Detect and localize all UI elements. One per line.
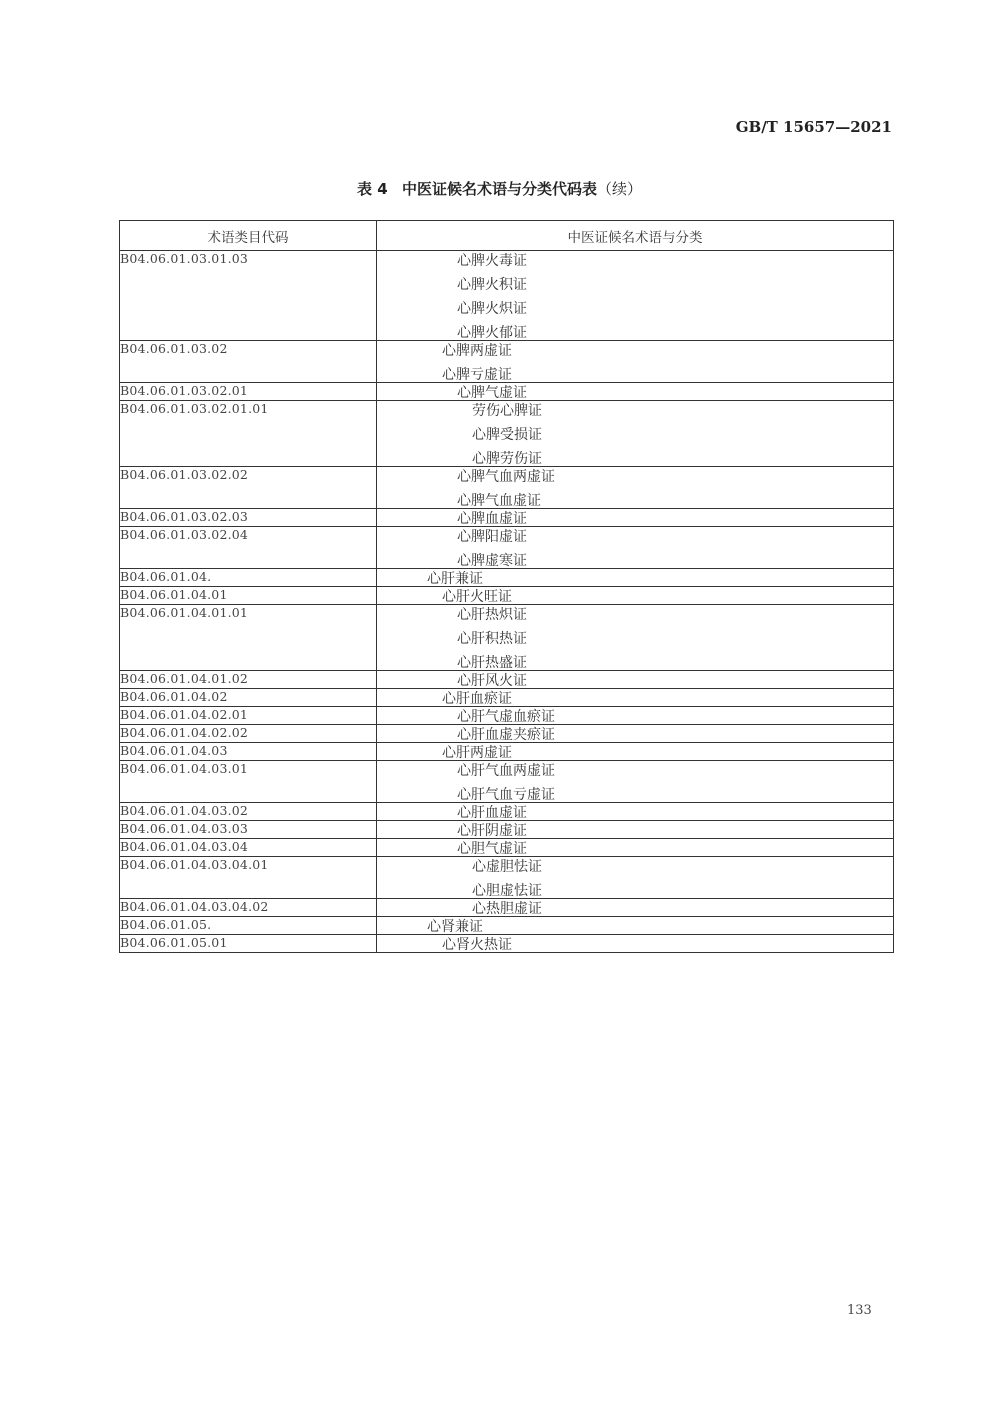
code-cell: B04.06.01.04.03.01 <box>120 761 377 803</box>
term-text: 心脾火郁证 <box>457 325 527 341</box>
table-row <box>120 671 894 689</box>
term-text: 心脾火积证 <box>457 277 527 293</box>
terms-cell <box>377 707 894 725</box>
term-text: 心肝热盛证 <box>457 655 527 671</box>
code-table <box>119 220 894 953</box>
table-row <box>120 251 894 341</box>
table-row <box>120 935 894 953</box>
table-caption <box>0 178 999 199</box>
terms-cell <box>377 917 894 935</box>
table-caption-title: 中医证候名术语与分类代码表 <box>401 180 597 198</box>
term-text: 心胆气虚证 <box>457 841 527 857</box>
column-header-terms: 中医证候名术语与分类 <box>377 221 894 251</box>
code-cell: B04.06.01.03.01.03 <box>120 251 377 341</box>
term-text: 劳伤心脾证 <box>472 403 542 419</box>
term-text: 心肝血瘀证 <box>442 691 512 707</box>
code-cell: B04.06.01.03.02 <box>120 341 377 383</box>
term-text: 心肝气血两虚证 <box>457 763 555 779</box>
term-text: 心脾气血两虚证 <box>457 469 555 485</box>
table-row <box>120 803 894 821</box>
term-text: 心肾火热证 <box>442 937 512 953</box>
terms-cell <box>377 383 894 401</box>
term-text: 心肝火旺证 <box>442 589 512 605</box>
page-number: 133 <box>847 1303 872 1318</box>
code-cell: B04.06.01.03.02.01 <box>120 383 377 401</box>
terms-cell <box>377 401 894 467</box>
code-cell: B04.06.01.04.02 <box>120 689 377 707</box>
standard-number: GB/T 15657—2021 <box>735 118 892 136</box>
table-row <box>120 527 894 569</box>
term-text: 心肝气血亏虚证 <box>457 787 555 803</box>
code-cell: B04.06.01.04.01 <box>120 587 377 605</box>
code-cell: B04.06.01.04.03.04 <box>120 839 377 857</box>
table-header-row <box>120 221 894 251</box>
table-row <box>120 401 894 467</box>
code-cell: B04.06.01.04.03.04.02 <box>120 899 377 917</box>
code-cell: B04.06.01.03.02.01.01 <box>120 401 377 467</box>
term-text: 心肝积热证 <box>457 631 527 647</box>
table-row <box>120 509 894 527</box>
terms-cell <box>377 761 894 803</box>
term-text: 心胆虚怯证 <box>472 883 542 899</box>
terms-cell <box>377 935 894 953</box>
terms-cell <box>377 743 894 761</box>
table-row <box>120 917 894 935</box>
table-row <box>120 899 894 917</box>
term-text: 心肾兼证 <box>427 919 483 935</box>
term-text: 心脾亏虚证 <box>442 367 512 383</box>
code-cell: B04.06.01.04.01.01 <box>120 605 377 671</box>
term-text: 心肝血虚夹瘀证 <box>457 727 555 743</box>
code-cell: B04.06.01.05.01 <box>120 935 377 953</box>
term-text: 心肝兼证 <box>427 571 483 587</box>
terms-cell <box>377 803 894 821</box>
term-text: 心肝风火证 <box>457 673 527 689</box>
term-text: 心脾两虚证 <box>442 343 512 359</box>
terms-cell <box>377 509 894 527</box>
code-cell: B04.06.01.03.02.03 <box>120 509 377 527</box>
terms-cell <box>377 857 894 899</box>
term-text: 心肝热炽证 <box>457 607 527 623</box>
term-text: 心脾劳伤证 <box>472 451 542 467</box>
terms-cell <box>377 839 894 857</box>
term-text: 心脾受损证 <box>472 427 542 443</box>
table-row <box>120 587 894 605</box>
term-text: 心脾火毒证 <box>457 253 527 269</box>
code-cell: B04.06.01.05. <box>120 917 377 935</box>
terms-cell <box>377 251 894 341</box>
code-cell: B04.06.01.04.02.01 <box>120 707 377 725</box>
term-text: 心脾气血虚证 <box>457 493 541 509</box>
code-cell: B04.06.01.03.02.02 <box>120 467 377 509</box>
code-cell: B04.06.01.04.01.02 <box>120 671 377 689</box>
term-text: 心肝两虚证 <box>442 745 512 761</box>
table-caption-continued: （续） <box>596 180 642 198</box>
table-caption-label: 表 4 <box>356 180 388 198</box>
terms-cell <box>377 587 894 605</box>
term-text: 心肝阴虚证 <box>457 823 527 839</box>
table-row <box>120 821 894 839</box>
terms-cell <box>377 467 894 509</box>
table-row <box>120 707 894 725</box>
code-cell: B04.06.01.04.02.02 <box>120 725 377 743</box>
term-text: 心脾虚寒证 <box>457 553 527 569</box>
column-header-code: 术语类目代码 <box>120 221 377 251</box>
code-cell: B04.06.01.03.02.04 <box>120 527 377 569</box>
table-row <box>120 605 894 671</box>
terms-cell <box>377 605 894 671</box>
code-cell: B04.06.01.04.03.03 <box>120 821 377 839</box>
table-row <box>120 467 894 509</box>
table-row <box>120 839 894 857</box>
table-row <box>120 569 894 587</box>
terms-cell <box>377 341 894 383</box>
term-text: 心热胆虚证 <box>472 901 542 917</box>
table-row <box>120 761 894 803</box>
code-cell: B04.06.01.04.03 <box>120 743 377 761</box>
term-text: 心虚胆怯证 <box>472 859 542 875</box>
code-cell: B04.06.01.04.03.02 <box>120 803 377 821</box>
terms-cell <box>377 725 894 743</box>
table-row <box>120 383 894 401</box>
term-text: 心脾火炽证 <box>457 301 527 317</box>
term-text: 心肝气虚血瘀证 <box>457 709 555 725</box>
term-text: 心脾阳虚证 <box>457 529 527 545</box>
table-row <box>120 857 894 899</box>
term-text: 心脾血虚证 <box>457 511 527 527</box>
table-row <box>120 341 894 383</box>
table-row <box>120 689 894 707</box>
code-cell: B04.06.01.04.03.04.01 <box>120 857 377 899</box>
terms-cell <box>377 671 894 689</box>
code-cell: B04.06.01.04. <box>120 569 377 587</box>
table-row <box>120 725 894 743</box>
terms-cell <box>377 821 894 839</box>
terms-cell <box>377 899 894 917</box>
table-row <box>120 743 894 761</box>
table-body <box>120 251 894 953</box>
term-text: 心肝血虚证 <box>457 805 527 821</box>
term-text: 心脾气虚证 <box>457 385 527 401</box>
terms-cell <box>377 689 894 707</box>
terms-cell <box>377 527 894 569</box>
terms-cell <box>377 569 894 587</box>
